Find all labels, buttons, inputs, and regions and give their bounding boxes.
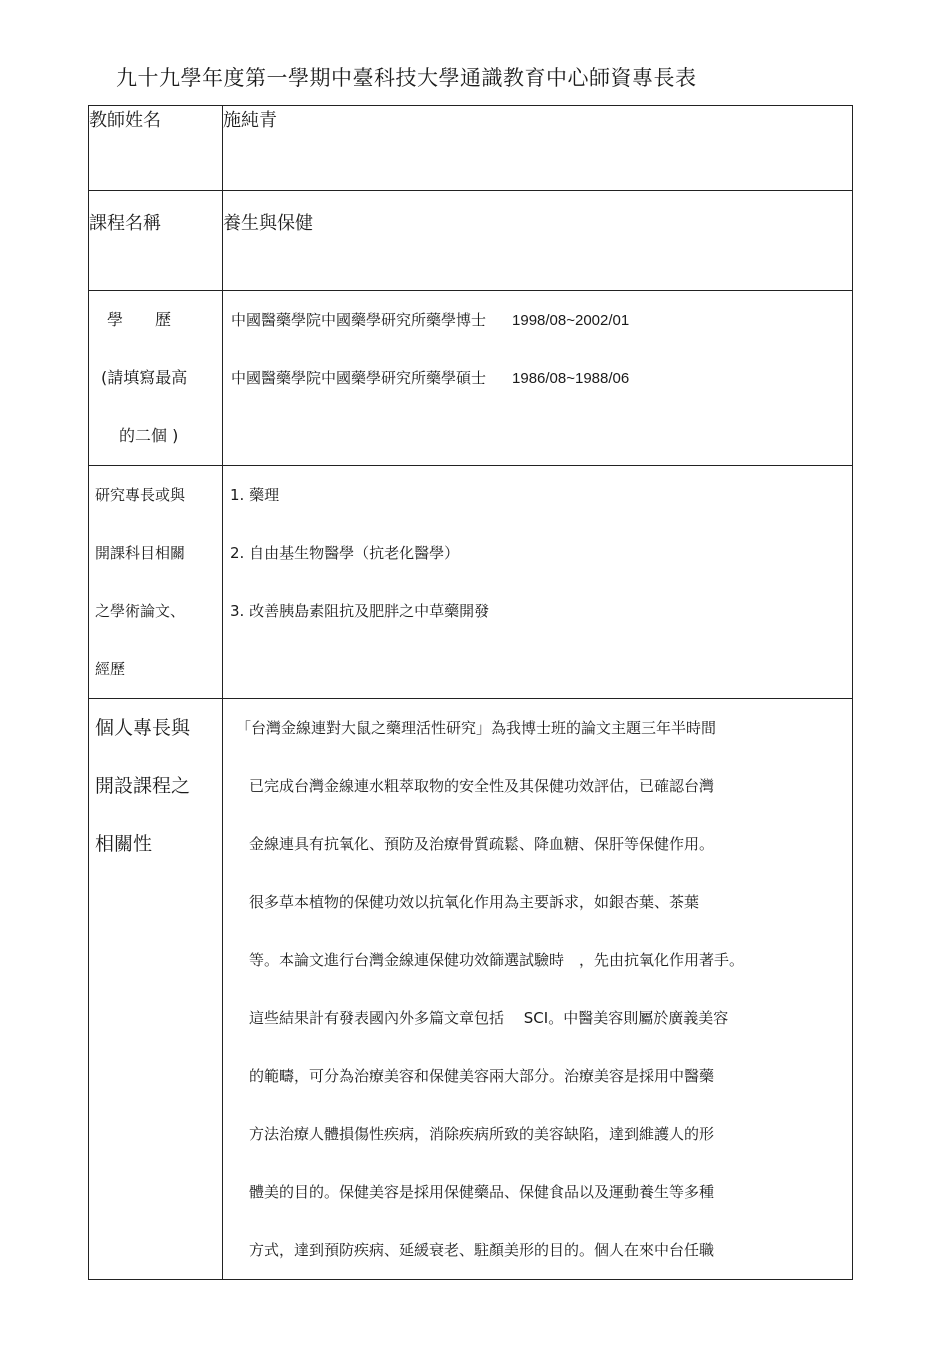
education-item (231, 291, 852, 349)
specialty-label-line: 開設課程之 (95, 775, 191, 797)
education-label-line: (請填寫最高 (101, 368, 188, 387)
teacher-name-label: 教師姓名 (89, 106, 223, 191)
specialty-label (89, 699, 223, 1280)
education-period: 1986/08~1988/06 (512, 370, 630, 387)
row-course-name (89, 191, 853, 291)
course-name-label: 課程名稱 (89, 191, 223, 291)
research-label-line: 之學術論文、 (95, 602, 186, 620)
research-item: 3. 改善胰島素阻抗及肥胖之中草藥開發 (230, 602, 490, 620)
specialty-paragraph-line: 體美的目的。保健美容是採用保健藥品、保健食品以及運動養生等多種 (249, 1183, 715, 1201)
education-label-line: 的二個 ) (119, 426, 179, 445)
education-value (223, 291, 853, 466)
education-label (89, 291, 223, 466)
specialty-label-line: 相關性 (95, 833, 153, 855)
specialty-paragraph-line: 「台灣金線連對大鼠之藥理活性研究」為我博士班的論文主題三年半時間 (236, 719, 717, 737)
specialty-paragraph-line: 方法治療人體損傷性疾病，消除疾病所致的美容缺陷，達到維護人的形 (249, 1125, 715, 1143)
education-period: 1998/08~2002/01 (512, 312, 630, 329)
specialty-paragraph-line: 方式，達到預防疾病、延緩衰老、駐顏美形的目的。個人在來中台任職 (249, 1241, 715, 1259)
specialty-paragraph-line: 等。本論文進行台灣金線連保健功效篩選試驗時 ，先由抗氧化作用著手。 (249, 951, 745, 969)
education-item (231, 349, 852, 407)
research-item: 1. 藥理 (230, 486, 280, 504)
research-value (223, 466, 853, 699)
specialty-paragraph-line: 很多草本植物的保健功效以抗氧化作用為主要訴求，如銀杏葉、茶葉 (249, 893, 700, 911)
research-label-line: 研究專長或與 (95, 486, 186, 504)
research-item: 2. 自由基生物醫學（抗老化醫學） (230, 544, 460, 562)
specialty-label-line: 個人專長與 (95, 717, 191, 739)
education-degree: 中國醫藥學院中國藥學研究所藥學博士 (231, 311, 487, 329)
row-research (89, 466, 853, 699)
specialty-value (223, 699, 853, 1280)
education-label-line: 學 歷 (107, 310, 172, 329)
education-degree: 中國醫藥學院中國藥學研究所藥學碩士 (231, 369, 487, 387)
specialty-paragraph-line: 這些結果計有發表國內外多篇文章包括 SCI。中醫美容則屬於廣義美容 (249, 1009, 729, 1027)
row-education (89, 291, 853, 466)
research-label (89, 466, 223, 699)
specialty-paragraph-line: 的範疇，可分為治療美容和保健美容兩大部分。治療美容是採用中醫藥 (249, 1067, 715, 1085)
page-title: 九十九學年度第一學期中臺科技大學通識教育中心師資專長表 (116, 66, 697, 90)
research-label-line: 開課科目相關 (95, 544, 186, 562)
specialty-paragraph-line: 已完成台灣金線連水粗萃取物的安全性及其保健功效評估，已確認台灣 (249, 777, 715, 795)
faculty-expertise-table (88, 105, 853, 1280)
course-name-value: 養生與保健 (223, 191, 853, 291)
specialty-paragraph-line: 金線連具有抗氧化、預防及治療骨質疏鬆、降血糖、保肝等保健作用。 (249, 835, 715, 853)
row-specialty (89, 699, 853, 1280)
teacher-name-value: 施純青 (223, 106, 853, 191)
row-teacher-name (89, 106, 853, 191)
research-label-line: 經歷 (95, 660, 126, 678)
